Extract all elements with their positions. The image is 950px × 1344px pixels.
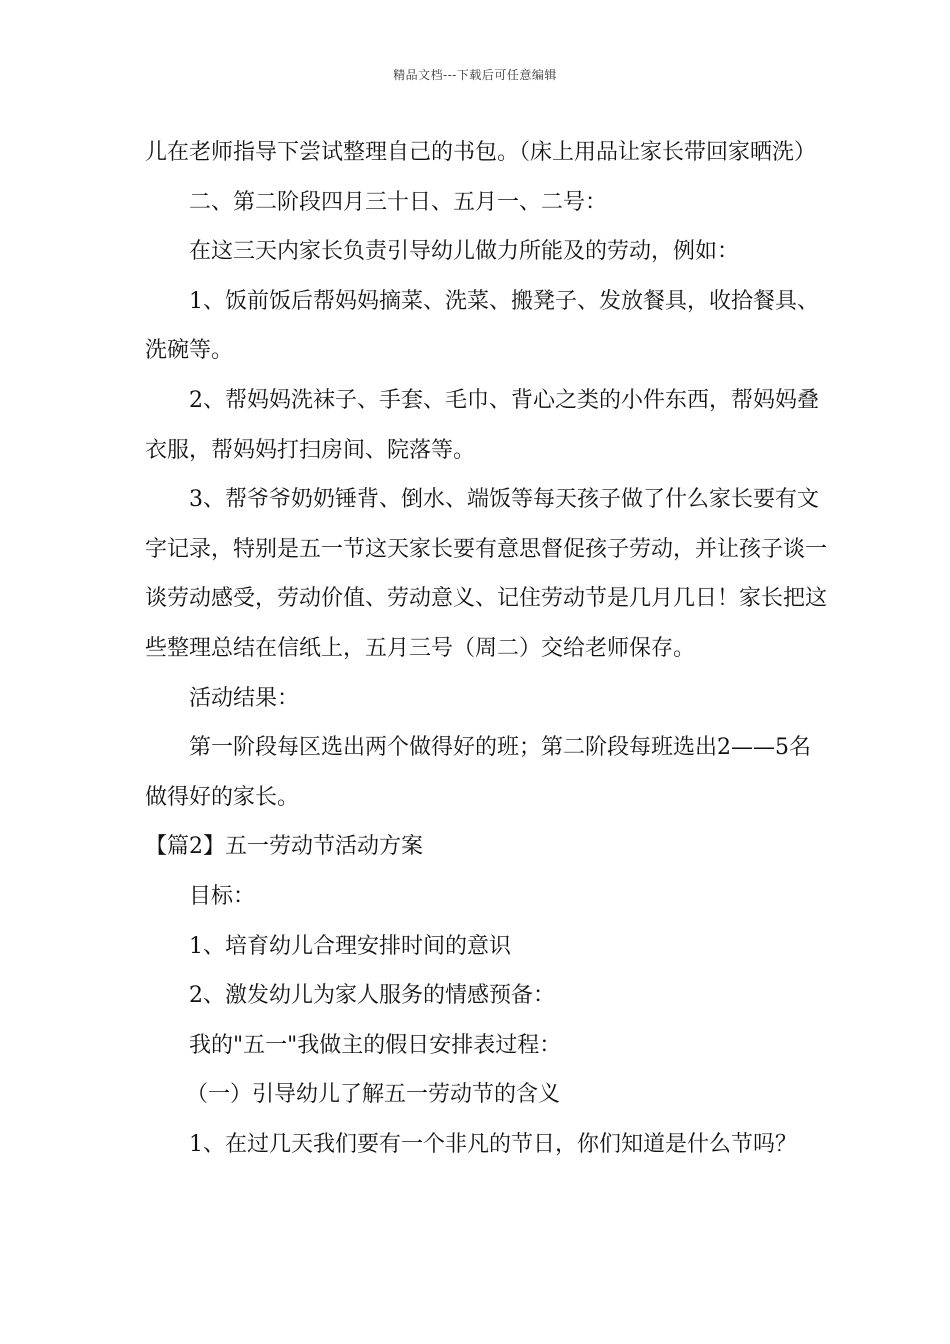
- paragraph-7: 活动结果：: [189, 685, 300, 711]
- paragraph-8: 第一阶段每区选出两个做得好的班；第二阶段每班选出2——5名做得好的家长。: [145, 735, 811, 810]
- paragraph-15: 1、在过几天我们要有一个非凡的节日，你们知道是什么节吗？: [189, 1131, 797, 1157]
- paragraph-11: 1、培育幼儿合理安排时间的意识: [189, 933, 511, 959]
- document-body: [145, 128, 830, 1169]
- paragraph-6: 3、帮爷爷奶奶锤背、倒水、端饭等每天孩子做了什么家长要有文字记录，特别是五一节这天家长要有意思督促孩子劳动，并让孩子谈一谈劳动感受，劳动价值、劳动意义、记住劳动节是几月几日！家长把这些整理总结在信纸上，五月三号（周二）交给老师保存。: [145, 487, 828, 661]
- paragraph-1: 儿在老师指导下尝试整理自己的书包。（床上用品让家长带回家晒洗）: [145, 140, 817, 165]
- paragraph-5: 2、帮妈妈洗袜子、手套、毛巾、背心之类的小件东西，帮妈妈叠衣服，帮妈妈打扫房间、院落等。: [145, 387, 819, 463]
- section-heading: 【篇2】五一劳动节活动方案: [145, 834, 423, 860]
- paragraph-3: 在这三天内家长负责引导幼儿做力所能及的劳动，例如：: [189, 239, 740, 265]
- paragraph-14: （一）引导幼儿了解五一劳动节的含义: [186, 1082, 561, 1108]
- paragraph-2: 二、第二阶段四月三十日、五月一、二号：: [189, 189, 608, 215]
- page-header: 精品文档---下载后可任意编辑: [393, 68, 557, 82]
- paragraph-13: 我的"五一"我做主的假日安排表过程：: [189, 1032, 562, 1058]
- paragraph-4: 1、饭前饭后帮妈妈摘菜、洗菜、搬凳子、发放餐具，收拾餐具、洗碗等。: [145, 288, 819, 364]
- paragraph-12: 2、激发幼儿为家人服务的情感预备：: [189, 983, 555, 1009]
- paragraph-10: 目标：: [189, 883, 256, 909]
